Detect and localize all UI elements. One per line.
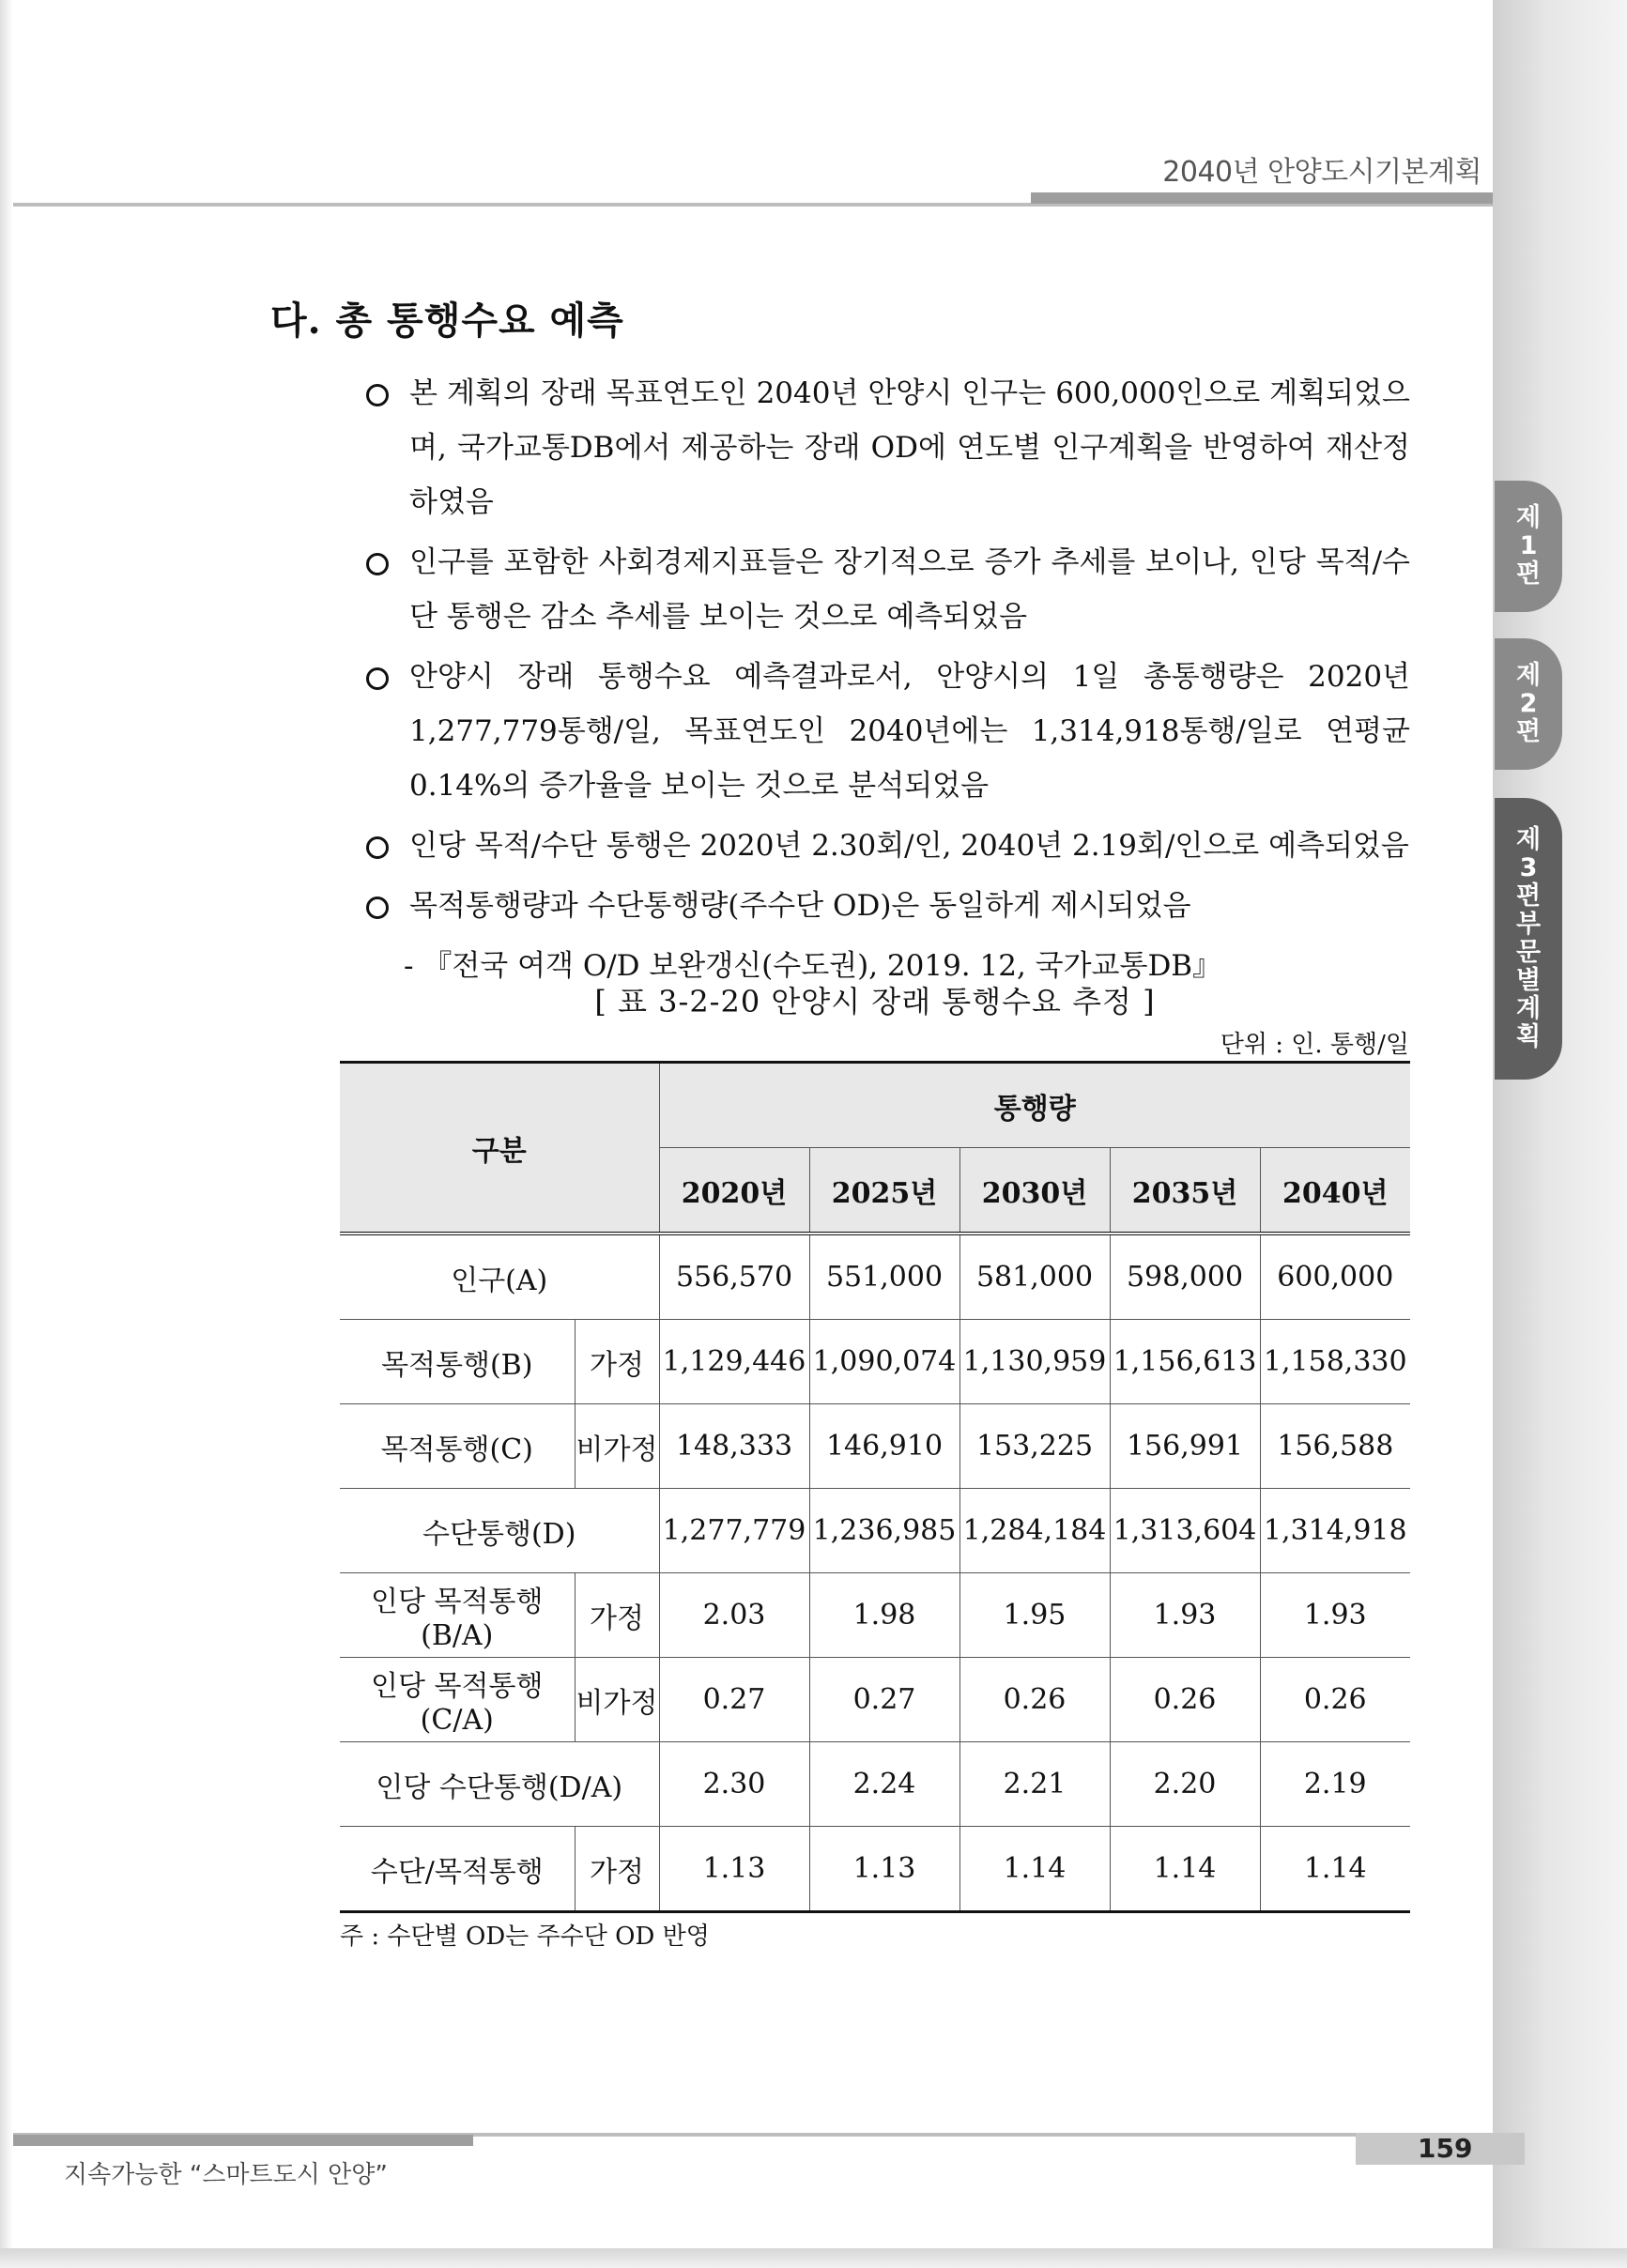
value-cell: 156,588 <box>1260 1404 1410 1489</box>
value-cell: 1,129,446 <box>659 1320 809 1404</box>
row-sublabel: 비가정 <box>575 1404 659 1489</box>
value-cell: 156,991 <box>1110 1404 1260 1489</box>
bullet-item <box>366 650 1410 813</box>
section-title: 다. 총 통행수요 예측 <box>270 299 624 343</box>
table-row <box>340 1489 1410 1573</box>
value-cell: 1,314,918 <box>1260 1489 1410 1573</box>
bullet-item <box>366 819 1410 873</box>
value-cell: 0.27 <box>809 1658 959 1742</box>
value-cell: 556,570 <box>659 1234 809 1320</box>
row-sublabel: 가정 <box>575 1827 659 1912</box>
side-tab-part-3[interactable] <box>1495 798 1562 1080</box>
value-cell: 1,156,613 <box>1110 1320 1260 1404</box>
bullet-text: 인구를 포함한 사회경제지표들은 장기적으로 증가 추세를 보이나, 인당 목적/수단 통행은 감소 추세를 보이는 것으로 예측되었음 <box>409 545 1410 634</box>
header-group-cell: 구분 <box>340 1063 659 1234</box>
header-rule-accent <box>1031 192 1493 204</box>
value-cell: 598,000 <box>1110 1234 1260 1320</box>
bullet-circle-icon <box>366 896 389 919</box>
bullet-list <box>366 366 1410 993</box>
table-row <box>340 1404 1410 1489</box>
value-cell: 1.95 <box>959 1573 1110 1658</box>
value-cell: 1,277,779 <box>659 1489 809 1573</box>
value-cell: 1.14 <box>1260 1827 1410 1912</box>
value-cell: 2.19 <box>1260 1742 1410 1827</box>
value-cell: 0.27 <box>659 1658 809 1742</box>
table-caption: [ 표 3-2-20 안양시 장래 통행수요 추정 ] <box>594 984 1156 1019</box>
bullet-text: 인당 목적/수단 통행은 2020년 2.30회/인, 2040년 2.19회/인으로 예측되었음 <box>409 829 1409 863</box>
value-cell: 0.26 <box>1110 1658 1260 1742</box>
value-cell: 2.21 <box>959 1742 1110 1827</box>
bullet-circle-icon <box>366 553 389 575</box>
year-header: 2035년 <box>1110 1148 1260 1234</box>
table-row <box>340 1320 1410 1404</box>
value-cell: 1.14 <box>1110 1827 1260 1912</box>
row-sublabel: 가정 <box>575 1573 659 1658</box>
page-shadow-bottom <box>0 2248 1627 2268</box>
row-label: 인당 목적통행(B/A) <box>340 1573 575 1658</box>
year-header: 2030년 <box>959 1148 1110 1234</box>
value-cell: 1,090,074 <box>809 1320 959 1404</box>
value-cell: 1.93 <box>1110 1573 1260 1658</box>
bullet-item <box>366 366 1410 529</box>
value-cell: 1.13 <box>659 1827 809 1912</box>
bullet-text: 목적통행량과 수단통행량(주수단 OD)은 동일하게 제시되었음 <box>409 889 1191 923</box>
source-note: - 『전국 여객 O/D 보완갱신(수도권), 2019. 12, 국가교통DB』 <box>404 949 1222 983</box>
page-left-edge <box>0 0 13 2268</box>
value-cell: 2.20 <box>1110 1742 1260 1827</box>
row-sublabel: 가정 <box>575 1320 659 1404</box>
table-row <box>340 1234 1410 1320</box>
value-cell: 1,313,604 <box>1110 1489 1260 1573</box>
year-header: 2020년 <box>659 1148 809 1234</box>
row-label: 인당 수단통행(D/A) <box>340 1742 659 1827</box>
value-cell: 1,236,985 <box>809 1489 959 1573</box>
value-cell: 1.13 <box>809 1827 959 1912</box>
year-header: 2040년 <box>1260 1148 1410 1234</box>
bullet-item <box>366 535 1410 644</box>
row-label: 목적통행(C) <box>340 1404 575 1489</box>
value-cell: 581,000 <box>959 1234 1110 1320</box>
header-span-cell: 통행량 <box>659 1063 1410 1148</box>
header-title: 2040년 안양도시기본계획 <box>1162 156 1481 189</box>
table-unit: 단위 : 인. 통행/일 <box>1220 1031 1409 1059</box>
bullet-text: 안양시 장래 통행수요 예측결과로서, 안양시의 1일 총통행량은 2020년 1,277,779통행/일, 목표연도인 2040년에는 1,314,918통행/일로 연평균 0.14%의 증가율을 보이는 것으로 분석되었음 <box>409 660 1410 803</box>
value-cell: 148,333 <box>659 1404 809 1489</box>
footer-text: 지속가능한 “스마트도시 안양” <box>64 2161 388 2189</box>
bullet-item <box>366 879 1410 933</box>
page-number: 159 <box>1418 2133 1473 2164</box>
value-cell: 1,158,330 <box>1260 1320 1410 1404</box>
value-cell: 2.30 <box>659 1742 809 1827</box>
value-cell: 2.24 <box>809 1742 959 1827</box>
page-shadow-right <box>1493 0 1627 2268</box>
value-cell: 146,910 <box>809 1404 959 1489</box>
side-tab-label: 제2편 <box>1515 661 1542 746</box>
bullet-circle-icon <box>366 384 389 406</box>
table-header-row <box>340 1063 1410 1148</box>
side-tab-part-1[interactable] <box>1495 481 1562 612</box>
table-row <box>340 1573 1410 1658</box>
value-cell: 153,225 <box>959 1404 1110 1489</box>
value-cell: 600,000 <box>1260 1234 1410 1320</box>
row-label: 인구(A) <box>340 1234 659 1320</box>
row-label: 인당 목적통행(C/A) <box>340 1658 575 1742</box>
table-row <box>340 1742 1410 1827</box>
table-footnote: 주 : 수단별 OD는 주수단 OD 반영 <box>340 1923 710 1951</box>
year-header: 2025년 <box>809 1148 959 1234</box>
side-tab-label: 제1편 <box>1515 503 1542 589</box>
value-cell: 1.98 <box>809 1573 959 1658</box>
value-cell: 1.93 <box>1260 1573 1410 1658</box>
side-tab-part-2[interactable] <box>1495 638 1562 770</box>
side-tab-label: 제3편 부문별 계획 <box>1515 825 1550 1051</box>
value-cell: 551,000 <box>809 1234 959 1320</box>
row-label: 수단통행(D) <box>340 1489 659 1573</box>
value-cell: 1,130,959 <box>959 1320 1110 1404</box>
travel-demand-table <box>340 1061 1410 1913</box>
bullet-circle-icon <box>366 836 389 859</box>
footer-rule-accent <box>13 2135 473 2146</box>
table-row <box>340 1827 1410 1912</box>
value-cell: 1,284,184 <box>959 1489 1110 1573</box>
row-label: 목적통행(B) <box>340 1320 575 1404</box>
value-cell: 0.26 <box>1260 1658 1410 1742</box>
table-body <box>340 1234 1410 1912</box>
value-cell: 1.14 <box>959 1827 1110 1912</box>
row-label: 수단/목적통행 <box>340 1827 575 1912</box>
table-row <box>340 1658 1410 1742</box>
bullet-text: 본 계획의 장래 목표연도인 2040년 안양시 인구는 600,000인으로 계획되었으며, 국가교통DB에서 제공하는 장래 OD에 연도별 인구계획을 반영하여 재산정 하였음 <box>409 376 1410 519</box>
row-sublabel: 비가정 <box>575 1658 659 1742</box>
bullet-circle-icon <box>366 667 389 690</box>
value-cell: 2.03 <box>659 1573 809 1658</box>
value-cell: 0.26 <box>959 1658 1110 1742</box>
